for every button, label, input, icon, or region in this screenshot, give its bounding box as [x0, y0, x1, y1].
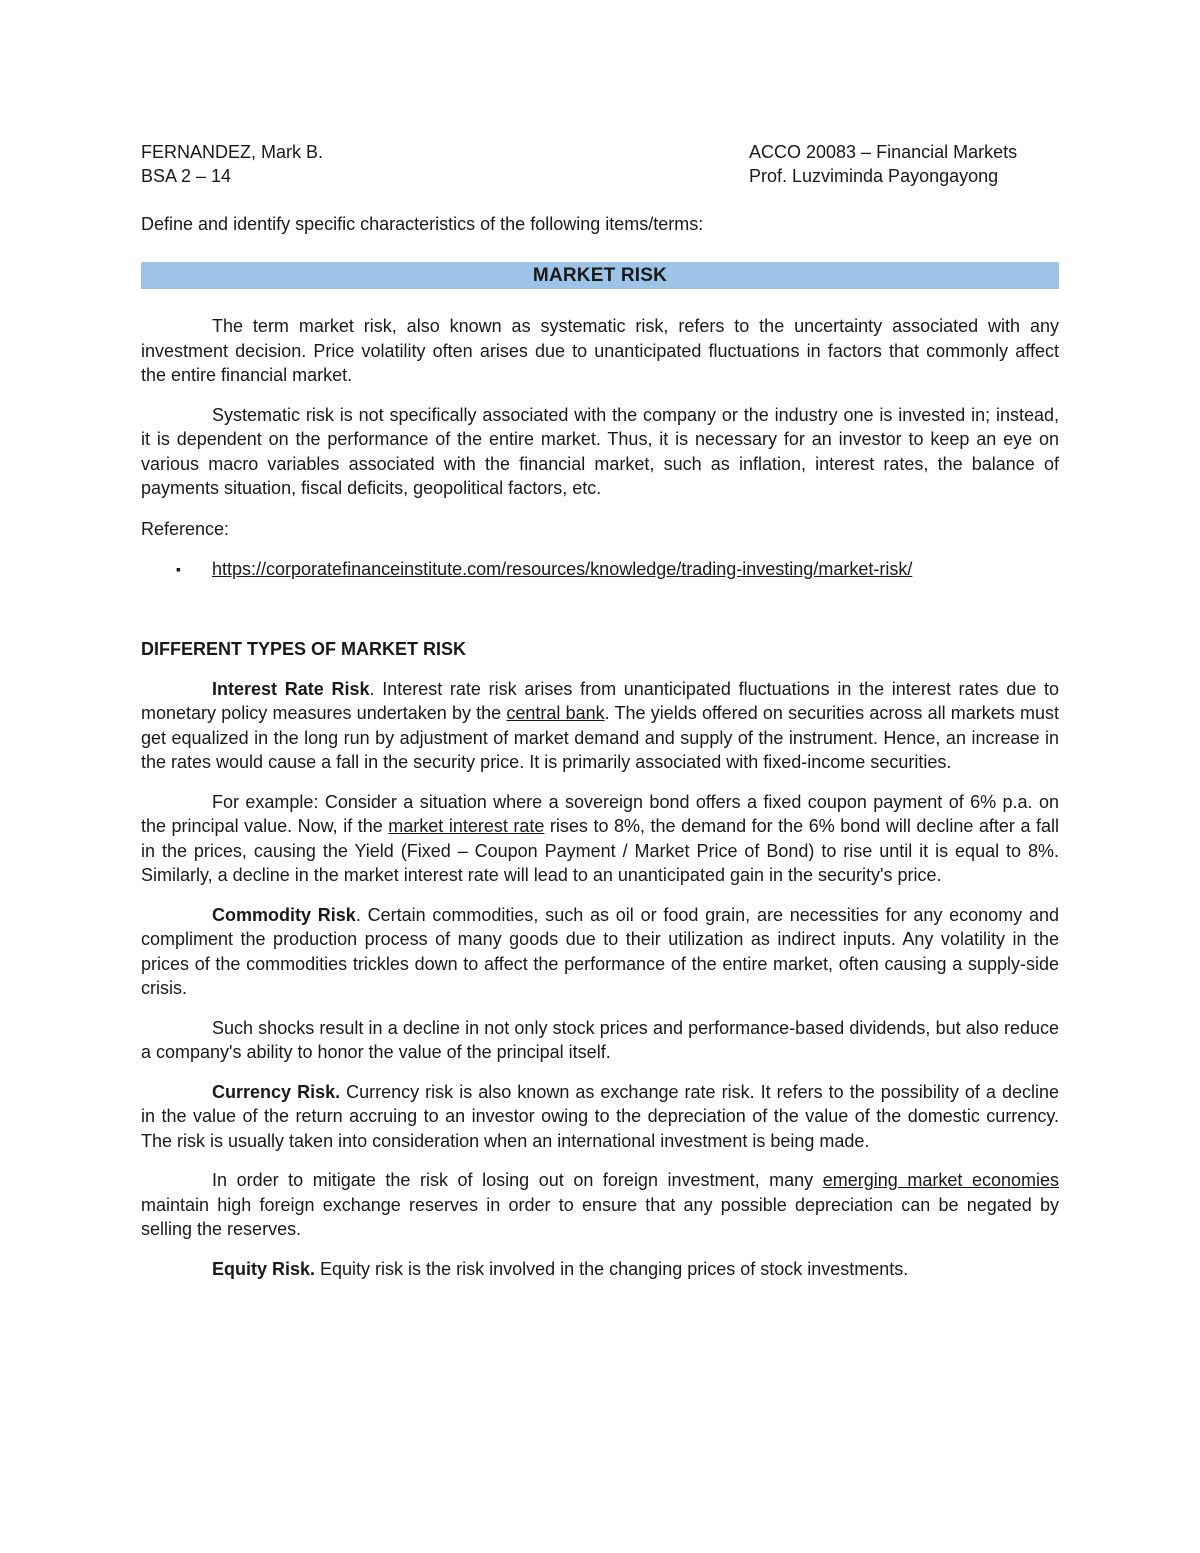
market-interest-rate-link[interactable]: market interest rate: [388, 816, 545, 836]
mitigate-paragraph: [141, 1168, 1059, 1242]
instruction-text: Define and identify specific characteristics of the following items/terms:: [141, 214, 704, 234]
document-page: [141, 140, 1059, 1281]
example-paragraph: [141, 790, 1059, 888]
intro-paragraph-1: The term market risk, also known as systematic risk, refers to the uncertainty associated with any investment decision. Price volatility often arises due to unanticipated fluctuations in factors that commonly affect the entire financial market.: [141, 316, 1059, 385]
mitigate-text-a: In order to mitigate the risk of losing out on foreign investment, many: [212, 1170, 823, 1190]
intro-paragraph-2: Systematic risk is not specifically associated with the company or the industry one is invested in; instead, it is dependent on the performance of the entire market. Thus, it is necessary for an investor to keep an eye on various macro variables associated with the financial market, such as inflation, interest rates, the balance of payments situation, fiscal deficits, geopolitical factors, etc.: [141, 404, 1059, 498]
course-title: ACCO 20083 – Financial Markets: [749, 142, 1018, 162]
square-bullet-icon: ▪: [176, 560, 181, 577]
currency-text: Currency risk is also known as exchange rate risk. It refers to the possibility of a decline in the value of the return accruing to an investor owing to the depreciation of the value of the domestic currency. The risk is usually taken into consideration when an international investment is being made.: [141, 1081, 1059, 1151]
mitigate-text-b: maintain high foreign exchange reserves in order to ensure that any possible depreciation can be negated by selling the reserves.: [141, 1194, 1059, 1239]
header-row-1: [141, 140, 1059, 164]
currency-term: Currency Risk.: [212, 1081, 341, 1102]
reference-label: Reference:: [141, 518, 230, 539]
reference-item: [141, 557, 1059, 581]
section-banner: MARKET RISK: [141, 262, 1059, 289]
reference-list: [141, 557, 1059, 581]
example-text-b: rises to 8%, the demand for the 6% bond will decline after a fall in the prices, causing the Yield (Fixed – Coupon Payment / Market Price of Bond) to rise until it is equal to 8%. Similarly, a decline in the market interest rate will lead to an unanticipated gain in the security's price.: [141, 816, 1059, 885]
emerging-markets-link[interactable]: emerging market economies: [822, 1170, 1059, 1190]
example-text-a: For example: Consider a situation where a sovereign bond offers a fixed coupon payment of 6% p.a. on the principal value. Now, if the: [141, 791, 1059, 836]
commodity-term: Commodity Risk: [212, 904, 356, 925]
equity-text: Equity risk is the risk involved in the changing prices of stock investments.: [315, 1258, 909, 1279]
reference-link[interactable]: https://corporatefinanceinstitute.com/resources/knowledge/trading-investing/market-risk/: [212, 558, 913, 579]
header-row-2: [141, 164, 1059, 188]
interest-rate-paragraph: [141, 677, 1059, 775]
professor-name: Prof. Luzviminda Payongayong: [749, 166, 999, 186]
interest-rate-text-a: . Interest rate risk arises from unanticipated fluctuations in the interest rates due to monetary policy measures undertaken by the: [141, 678, 1060, 723]
types-heading: DIFFERENT TYPES OF MARKET RISK: [141, 638, 467, 659]
student-name: FERNANDEZ, Mark B.: [141, 142, 324, 162]
equity-paragraph: [141, 1257, 1059, 1282]
commodity-paragraph: [141, 903, 1059, 1001]
student-section: BSA 2 – 14: [141, 166, 232, 186]
equity-term: Equity Risk.: [212, 1258, 316, 1279]
interest-rate-text-b: . The yields offered on securities across all markets must get equalized in the long run by adjustment of market demand and supply of the instrument. Hence, an increase in the rates would cause a fall in the security price. It is primarily associated with fixed-income securities.: [141, 703, 1059, 772]
currency-paragraph: [141, 1080, 1059, 1154]
shocks-paragraph: Such shocks result in a decline in not only stock prices and performance-based dividends, but also reduce a company's ability to honor the value of the principal itself.: [141, 1017, 1059, 1062]
interest-rate-term: Interest Rate Risk: [212, 678, 370, 699]
central-bank-link[interactable]: central bank: [506, 703, 605, 723]
commodity-text: . Certain commodities, such as oil or food grain, are necessities for any economy and compliment the production process of many goods due to their utilization as indirect inputs. Any volatility in the prices of the commodities trickles down to affect the performance of the entire market, often causing a supply-side crisis.: [141, 904, 1059, 998]
